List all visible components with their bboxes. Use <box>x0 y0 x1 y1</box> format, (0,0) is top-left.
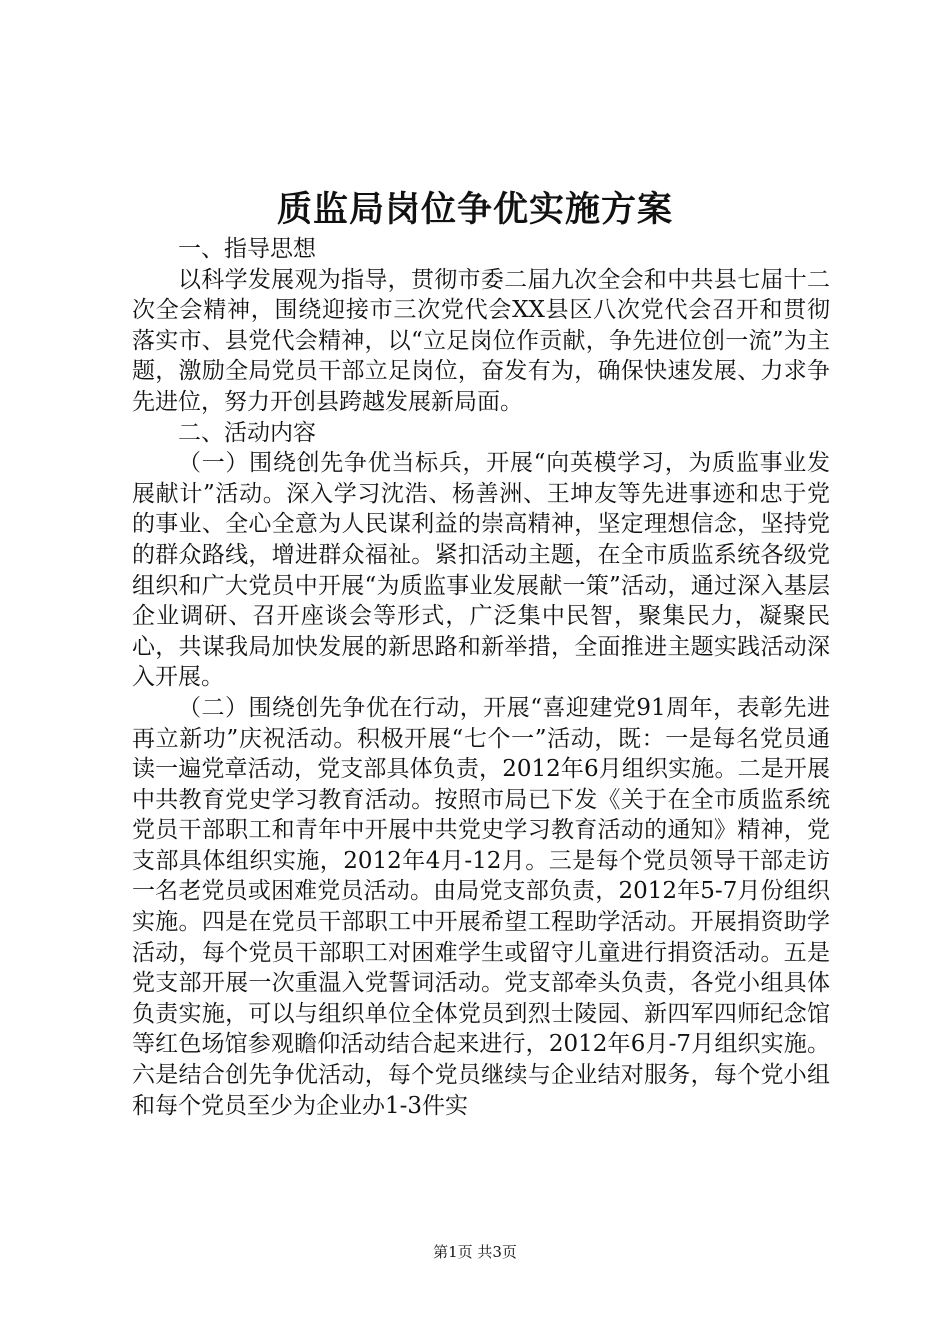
document-title: 质监局岗位争优实施方案 <box>276 189 673 230</box>
section-heading-activity-content: 二、活动内容 <box>178 419 316 446</box>
paragraph-activity-two: （二）围绕创先争优在行动，开展“喜迎建党91周年，表彰先进再立新功”庆祝活动。积极开展“七个一”活动，既：一是每名党员通读一遍党章活动，党支部具体负责，2012年6月组织实施。二是开展中共教育党史学习教育活动。按照市局已下发《关于在全市质监系统党员干部职工和青年中开展中共党史学习教育活动的通知》精神，党支部具体组织实施，2012年4月-12月。三是每个党员领导干部走访一名老党员或困难党员活动。由局党支部负责，2012年5-7月份组织实施。四是在党员干部职工中开展希望工程助学活动。开展捐资助学活动，每个党员干部职工对困难学生或留守儿童进行捐资活动。五是党支部开展一次重温入党誓词活动。党支部牵头负责，各党小组具体负责实施，可以与组织单位全体党员到烈士陵园、新四军四师纪念馆等红色场馆参观瞻仰活动结合起来进行，2012年6月-7月组织实施。六是结合创先争优活动，每个党员继续与企业结对服务，每个党小组和每个党员至少为企业办1-3件实 <box>132 694 830 1119</box>
document-body <box>132 234 830 1121</box>
page-number-footer: 第1页 共3页 <box>433 1243 517 1261</box>
paragraph-activity-one: （一）围绕创先争优当标兵，开展“向英模学习，为质监事业发展献计”活动。深入学习沈浩、杨善洲、王坤友等先进事迹和忠于党的事业、全心全意为人民谋利益的崇高精神，坚定理想信念，坚持党的群众路线，增进群众福祉。紧扣活动主题，在全市质监系统各级党组织和广大党员中开展“为质监事业发展献一策”活动，通过深入基层企业调研、召开座谈会等形式，广泛集中民智，聚集民力，凝聚民心，共谋我局加快发展的新思路和新举措，全面推进主题实践活动深入开展。 <box>132 450 830 691</box>
section-heading-guiding-thought: 一、指导思想 <box>178 236 316 262</box>
paragraph-guiding-thought: 以科学发展观为指导，贯彻市委二届九次全会和中共县七届十二次全会精神，围绕迎接市三次党代会XX县区八次党代会召开和贯彻落实市、县党代会精神，以“立足岗位作贡献，争先进位创一流”为主题，激励全局党员干部立足岗位，奋发有为，确保快速发展、力求争先进位，努力开创县跨越发展新局面。 <box>132 266 830 415</box>
